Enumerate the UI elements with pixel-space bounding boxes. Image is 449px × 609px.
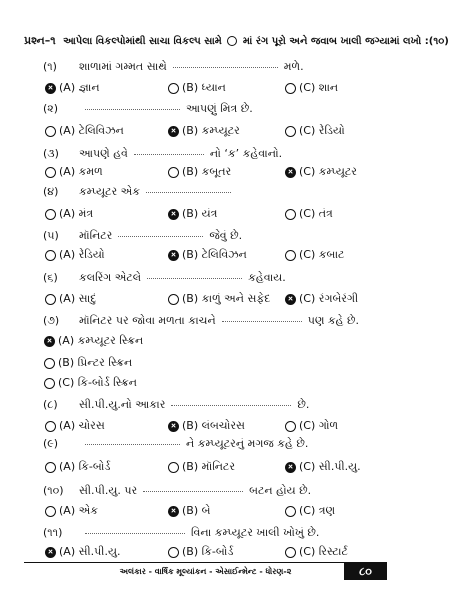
- option-label: (A) સાદું: [59, 292, 97, 305]
- question-text-before: મૉનિટર પર જોવા મળતા કાચને: [79, 314, 216, 327]
- option-radio-icon[interactable]: [168, 209, 179, 220]
- question-number: (૫): [43, 229, 59, 242]
- option-label: (C) કિ-બોર્ડ સ્ક્રિન: [58, 376, 137, 389]
- option-b[interactable]: [168, 545, 233, 559]
- option-label: (C) રંગબેરંગી: [299, 292, 359, 305]
- option-b[interactable]: [168, 292, 270, 306]
- option-radio-icon[interactable]: [168, 167, 179, 178]
- option-label: (C) તંત્ર: [299, 207, 333, 220]
- option-label: (A) રેડિયો: [59, 248, 105, 261]
- question-number: (૧૦): [43, 484, 64, 497]
- option-c[interactable]: [285, 504, 335, 518]
- option-radio-icon[interactable]: [45, 126, 56, 137]
- option-label: (C) ગોળ: [299, 419, 339, 432]
- page-number: ૮૦: [344, 563, 387, 580]
- option-a[interactable]: [45, 545, 120, 559]
- option-b[interactable]: [168, 504, 210, 518]
- question-row: [43, 525, 319, 540]
- option-c[interactable]: [285, 292, 358, 306]
- question-text-before: કલરિંગ એટલે: [79, 271, 142, 284]
- question-header: [24, 34, 449, 49]
- option-a[interactable]: [45, 81, 100, 95]
- question-number: (૧): [43, 60, 57, 73]
- option-radio-icon[interactable]: [44, 378, 55, 389]
- option-b[interactable]: [168, 419, 245, 433]
- option-a[interactable]: [45, 248, 105, 262]
- option-b[interactable]: [168, 165, 231, 179]
- option-radio-icon[interactable]: [168, 126, 179, 137]
- question-row: [43, 313, 359, 328]
- option-c[interactable]: [285, 124, 345, 138]
- option-label: (A) કમ્પ્યૂટર સ્ક્રિન: [58, 334, 144, 347]
- option-label: (A) ચોરસ: [59, 419, 105, 432]
- option-label: (C) રેડિયો: [299, 124, 345, 137]
- option-radio-icon[interactable]: [285, 547, 296, 558]
- question-text-after: જેવું છે.: [209, 229, 243, 242]
- option-a[interactable]: [45, 504, 98, 518]
- answer-blank[interactable]: [222, 313, 302, 322]
- option-b[interactable]: [168, 124, 240, 138]
- question-row: [43, 483, 311, 498]
- option-b[interactable]: [168, 460, 235, 474]
- answer-blank[interactable]: [143, 483, 243, 492]
- answer-blank[interactable]: [146, 184, 231, 193]
- option-c[interactable]: [285, 545, 348, 559]
- option-c[interactable]: [285, 248, 344, 262]
- question-number: (૩): [43, 147, 59, 160]
- circle-icon: [227, 36, 237, 46]
- option-label: (B) મૉનિટર: [182, 460, 235, 473]
- option-label: (B) પ્રિન્ટર સ્ક્રિન: [58, 356, 133, 369]
- option-label: (B) બે: [182, 504, 211, 517]
- option-radio-icon[interactable]: [168, 294, 179, 305]
- option-label: (B) યંત્ર: [182, 207, 218, 220]
- option-c[interactable]: [285, 419, 338, 433]
- question-row: [43, 436, 308, 451]
- answer-blank[interactable]: [85, 101, 180, 110]
- option-b[interactable]: [44, 356, 132, 370]
- option-radio-icon[interactable]: [285, 421, 296, 432]
- question-row: [43, 59, 304, 74]
- option-c[interactable]: [285, 165, 357, 179]
- option-radio-icon[interactable]: [168, 83, 179, 94]
- question-number: (૪): [43, 185, 59, 198]
- option-radio-icon[interactable]: [45, 83, 56, 94]
- question-text-before: આપણે હવે: [79, 147, 128, 160]
- question-text-after: બટન હોય છે.: [249, 484, 312, 497]
- question-text-before: સી.પી.યુ. પર: [79, 484, 138, 497]
- option-radio-icon[interactable]: [168, 506, 179, 517]
- option-label: (C) સી.પી.યુ.: [299, 460, 361, 473]
- option-radio-icon[interactable]: [168, 547, 179, 558]
- option-radio-icon[interactable]: [285, 294, 296, 305]
- option-c[interactable]: [285, 81, 338, 95]
- option-radio-icon[interactable]: [45, 421, 56, 432]
- option-radio-icon[interactable]: [168, 421, 179, 432]
- question-text-after: વિના કમ્પ્યૂટર ખાલી ખોખું છે.: [191, 526, 320, 539]
- option-label: (C) કબાટ: [299, 248, 345, 261]
- footer-text: અલંકાર - વાર્ષિક મૂલ્યાંકન - એસાઈન્મેન્ટ - ધોરણ-૨: [119, 567, 292, 576]
- option-radio-icon[interactable]: [285, 250, 296, 261]
- option-radio-icon[interactable]: [45, 250, 56, 261]
- option-radio-icon[interactable]: [168, 462, 179, 473]
- option-radio-icon[interactable]: [285, 462, 296, 473]
- question-text-before: મૉનિટર: [79, 229, 113, 242]
- answer-blank[interactable]: [118, 228, 203, 237]
- option-label: (A) કમળ: [59, 165, 103, 178]
- option-a[interactable]: [44, 334, 143, 348]
- question-text-before: શાળામાં ગમ્મત સાથે: [79, 60, 167, 73]
- answer-blank[interactable]: [85, 525, 185, 534]
- option-radio-icon[interactable]: [44, 358, 55, 369]
- option-label: (B) કાળું અને સફેદ: [182, 292, 271, 305]
- question-text-after: પણ કહે છે.: [307, 314, 359, 327]
- question-number: (૧૧): [43, 526, 63, 539]
- option-radio-icon[interactable]: [285, 167, 296, 178]
- answer-blank[interactable]: [171, 397, 291, 406]
- question-row: [43, 101, 253, 116]
- answer-blank[interactable]: [147, 270, 242, 279]
- option-label: (C) કમ્પ્યૂટર: [299, 165, 357, 178]
- option-a[interactable]: [45, 207, 93, 221]
- question-number: (૨): [43, 102, 59, 115]
- option-a[interactable]: [45, 292, 96, 306]
- option-radio-icon[interactable]: [285, 209, 296, 220]
- answer-blank[interactable]: [173, 59, 278, 68]
- option-label: (A) એક: [59, 504, 98, 517]
- option-c[interactable]: [285, 207, 333, 221]
- option-a[interactable]: [45, 165, 103, 179]
- option-radio-icon[interactable]: [45, 294, 56, 305]
- option-label: (C) રિસ્ટાર્ટ: [299, 545, 348, 558]
- option-radio-icon[interactable]: [285, 83, 296, 94]
- question-text-before: સી.પી.યુ.નો આકાર: [79, 398, 166, 411]
- question-text-after: ને કમ્પ્યૂટરનું મગજ કહે છે.: [186, 437, 309, 450]
- option-label: (B) ધ્યાન: [182, 81, 226, 94]
- option-label: (B) કિ-બોર્ડ: [182, 545, 234, 558]
- option-label: (C) ત્રણ: [299, 504, 336, 517]
- answer-blank[interactable]: [85, 436, 180, 445]
- option-label: (A) ટેલિવિઝન: [59, 124, 124, 137]
- option-radio-icon[interactable]: [285, 126, 296, 137]
- instruction-before-circle: આપેલા વિકલ્પોમાંથી સાચા વિકલ્પ સામે: [63, 36, 222, 47]
- option-b[interactable]: [168, 81, 226, 95]
- option-a[interactable]: [45, 419, 105, 433]
- question-number: (૯): [43, 437, 59, 450]
- answer-blank[interactable]: [134, 146, 204, 155]
- option-label: (B) લંબચોરસ: [182, 419, 245, 432]
- option-b[interactable]: [168, 248, 247, 262]
- option-c[interactable]: [44, 376, 137, 390]
- option-b[interactable]: [168, 207, 217, 221]
- option-label: (B) કમ્પ્યૂટર: [182, 124, 240, 137]
- option-radio-icon[interactable]: [45, 462, 56, 473]
- question-text-before: કમ્પ્યૂટર એક: [79, 185, 141, 198]
- question-text-after: કહેવાય.: [248, 271, 286, 284]
- option-radio-icon[interactable]: [44, 336, 55, 347]
- question-row: [43, 270, 286, 285]
- question-row: [43, 397, 309, 412]
- option-a[interactable]: [45, 124, 124, 138]
- question-row: [43, 146, 282, 161]
- option-radio-icon[interactable]: [285, 506, 296, 517]
- instruction-after-circle: માં રંગ પૂરો અને જવાબ ખાલી જગ્યામાં લખો :(૧૦): [242, 36, 449, 47]
- question-text-after: છે.: [297, 398, 310, 411]
- question-number: (૮): [43, 398, 58, 411]
- option-label: (A) સી.પી.યુ.: [59, 545, 121, 558]
- question-text-after: આપણું મિત્ર છે.: [186, 102, 253, 115]
- footer-divider: [24, 562, 387, 563]
- question-row: [43, 228, 242, 243]
- option-a[interactable]: [45, 460, 110, 474]
- question-number-label: પ્રશ્ન–૧: [24, 34, 56, 47]
- question-text-after: નો ‘ક’ કહેવાનો.: [209, 147, 283, 160]
- question-text-after: મળે.: [283, 60, 304, 73]
- option-radio-icon[interactable]: [45, 209, 56, 220]
- question-row: [43, 184, 237, 199]
- option-label: (B) ટેલિવિઝન: [182, 248, 247, 261]
- option-radio-icon[interactable]: [45, 547, 56, 558]
- option-radio-icon[interactable]: [45, 167, 56, 178]
- option-label: (C) શાન: [299, 81, 339, 94]
- option-radio-icon[interactable]: [168, 250, 179, 261]
- option-label: (A) મંત્ર: [59, 207, 94, 220]
- question-number: (૬): [43, 271, 58, 284]
- option-c[interactable]: [285, 460, 361, 474]
- option-label: (B) કબૂતર: [182, 165, 232, 178]
- option-label: (A) જ્ઞાન: [59, 81, 100, 94]
- option-label: (A) કિ-બોર્ડ: [59, 460, 111, 473]
- option-radio-icon[interactable]: [45, 506, 56, 517]
- question-number: (૭): [43, 314, 60, 327]
